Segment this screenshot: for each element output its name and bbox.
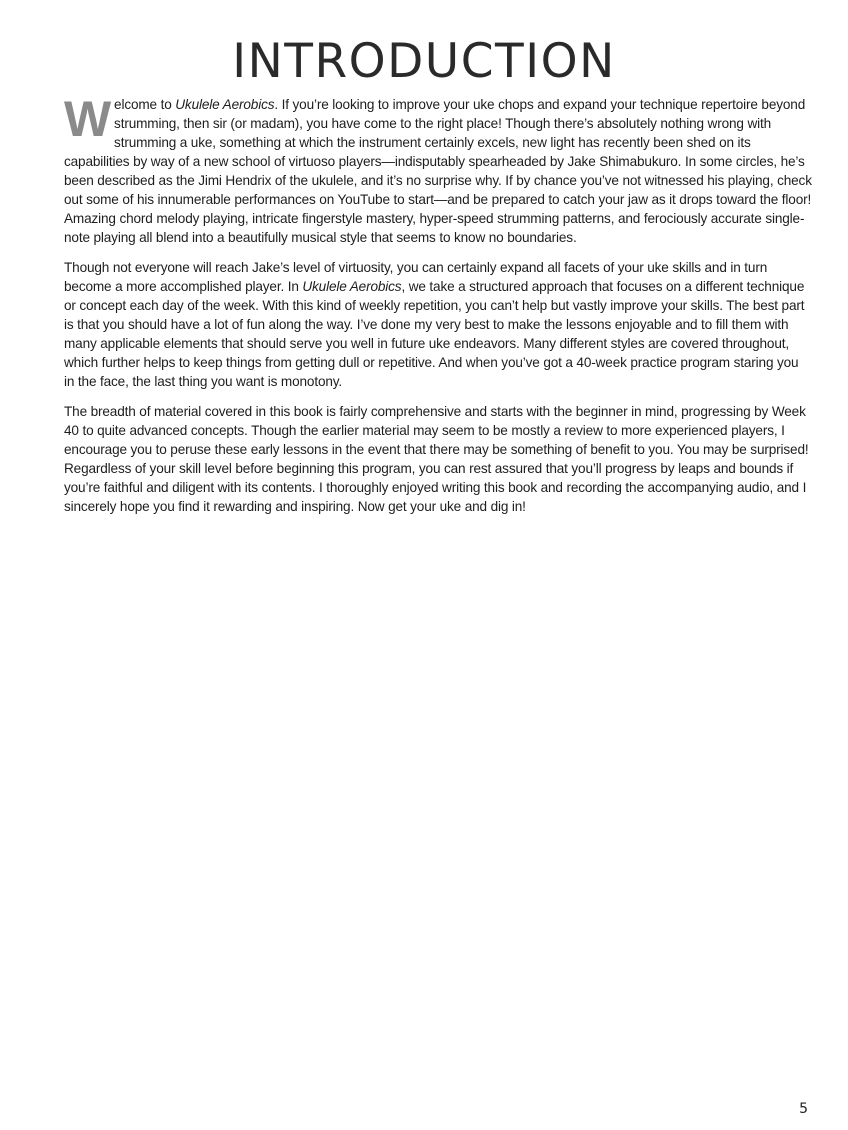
paragraph-2 <box>64 258 812 391</box>
drop-cap: W <box>64 91 112 147</box>
text-segment: The breadth of material covered in this book is fairly comprehensive and starts with the beginner in mind, progressing by Week 40 to quite advanced concepts. Though the earlier material may seem to be mostly a review to more experienced players, I encourage you to peruse these early lessons in the event that there may be something of benefit to you. You may be surprised! Regardless of your skill level before beginning this program, you can rest assured that you’ll progress by leaps and bounds if you’re faithful and diligent with its contents. I thoroughly enjoyed writing this book and recording the accompanying audio, and I sincerely hope you find it rewarding and inspiring. Now get your uke and dig in! <box>64 404 809 514</box>
paragraph-1 <box>64 91 812 247</box>
body-text <box>64 91 812 527</box>
text-segment: elcome to <box>114 97 176 112</box>
paragraph-3 <box>64 402 812 516</box>
page-title: INTRODUCTION <box>232 34 616 89</box>
text-segment: , we take a structured approach that focuses on a different technique or concept each day of the week. With this kind of weekly repetition, you can’t help but vastly improve your skills. The best part is that you should have a lot of fun along the way. I’ve done my very best to make the lessons enjoyable and to fill them with many applicable elements that should serve you well in future uke endeavors. Many different styles are covered throughout, which further helps to keep things from getting dull or repetitive. And when you’ve got a 40-week practice program staring you in the face, the last thing you want is monotony. <box>64 279 805 389</box>
book-title-italic: Ukulele Aerobics <box>302 279 402 294</box>
text-segment: . If you’re looking to improve your uke chops and expand your technique repertoire beyond strumming, then sir (or madam), you have come to the right place! Though there’s absolutely nothing wrong with strumming a uke, something at which the instrument certainly excels, new light has recently been shed on its capabilities by way of a new school of virtuoso players—indisputably spearheaded by Jake Shimabukuro. In some circles, he’s been described as the Jimi Hendrix of the ukulele, and it’s no surprise why. If by chance you’ve not witnessed his playing, check out some of his innumerable performances on YouTube to start—and be prepared to catch your jaw as it drops toward the floor! Amazing chord melody playing, intricate fingerstyle mastery, hyper-speed strumming patterns, and ferociously accurate single-note playing all blend into a beautifully musical style that seems to know no boundaries. <box>64 97 812 245</box>
page-number: 5 <box>799 1101 808 1117</box>
book-title-italic: Ukulele Aerobics <box>175 97 275 112</box>
text-segment: Though not everyone will reach Jake’s level of virtuosity, you can certainly expand all facets of your uke skills and in turn become a more accomplished player. In <box>64 260 768 294</box>
